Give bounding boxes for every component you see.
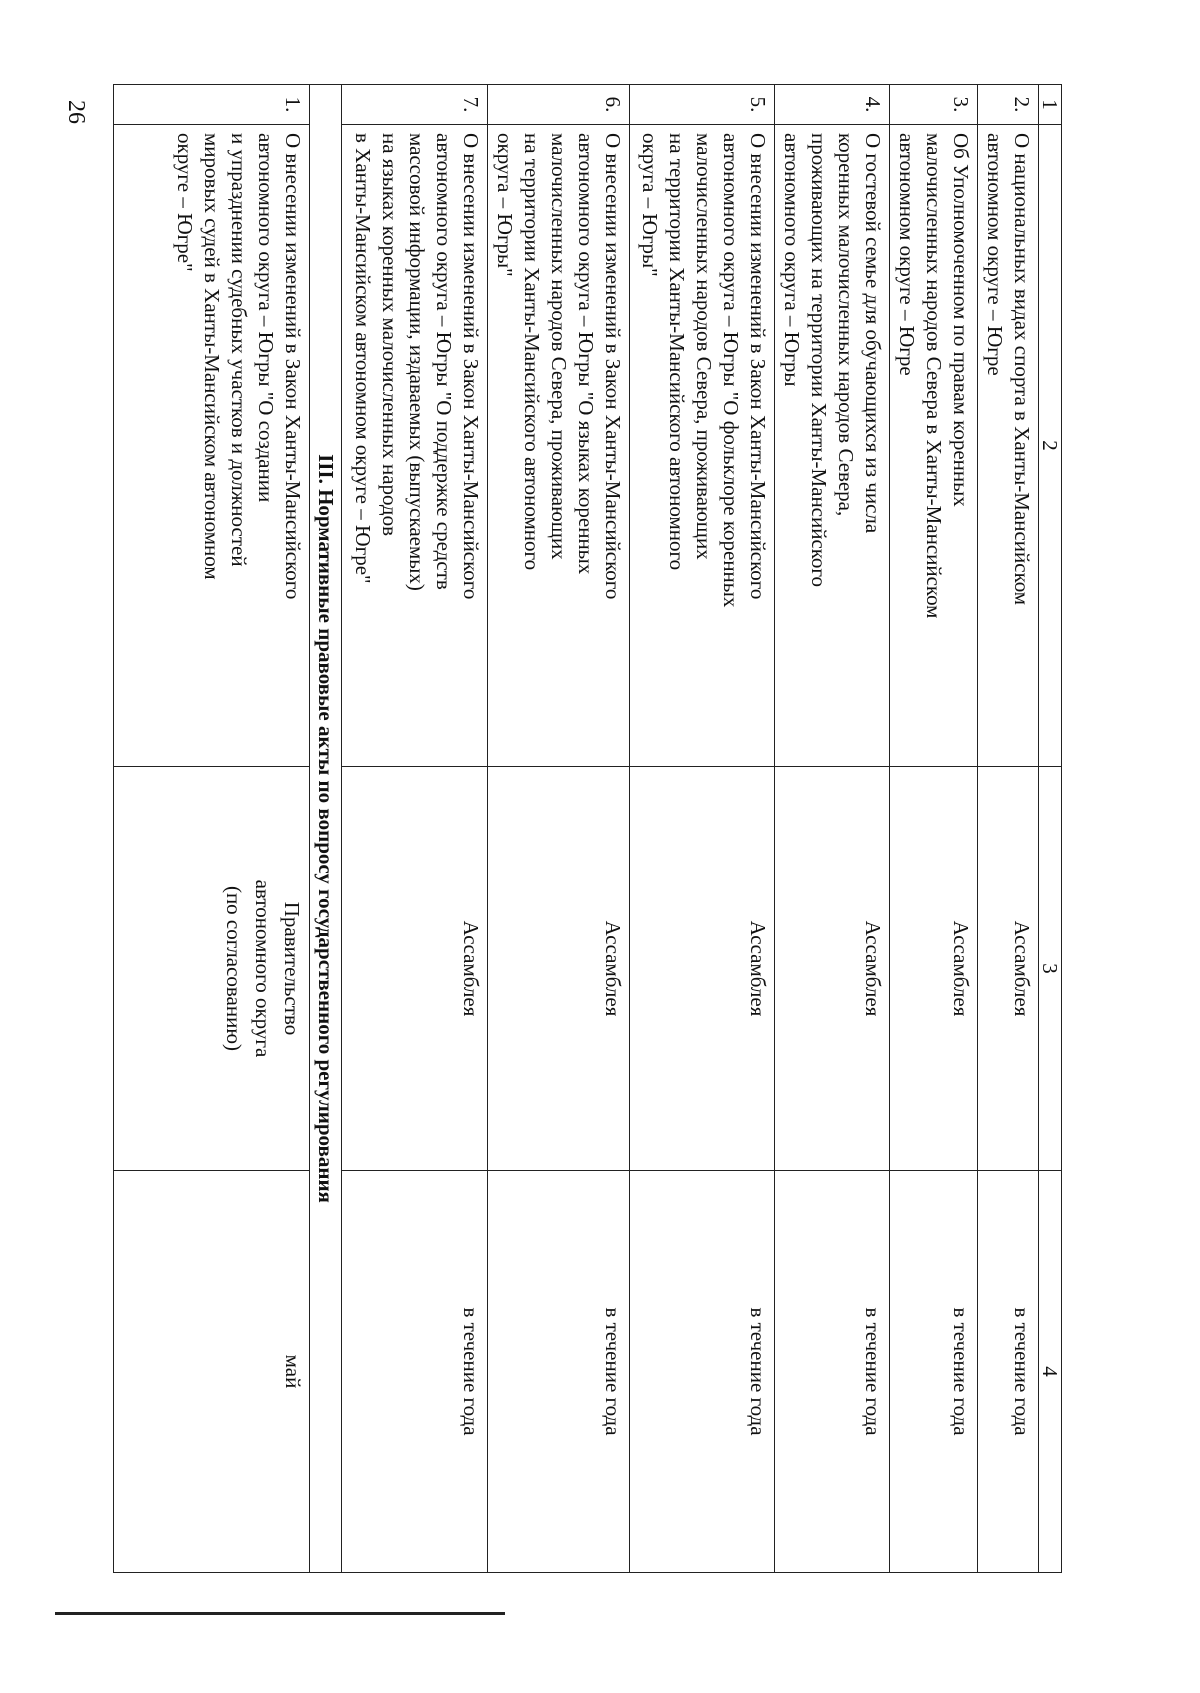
row-title-line: округа – Югры": [493, 133, 517, 277]
row-executor: Ассамблея: [775, 767, 890, 1171]
row-number: 3.: [890, 85, 978, 125]
row-title-line: и упразднении судебных участков и должностей: [227, 133, 251, 567]
header-col-2: 2: [1039, 125, 1062, 767]
row-title-line: проживающих на территории Ханты-Мансийского: [807, 133, 831, 588]
row-title-line: автономного округа – Югры "О поддержке средств: [432, 133, 456, 590]
section-heading-row: [310, 85, 342, 1573]
table-row: [775, 85, 890, 1573]
row-deadline: в течение года: [775, 1171, 890, 1573]
row-title: [775, 125, 890, 767]
row-executor: Ассамблея: [890, 767, 978, 1171]
row-deadline: май: [114, 1171, 310, 1573]
row-executor-line: автономного округа: [251, 879, 275, 1058]
row-number: 6.: [488, 85, 630, 125]
row-title-line: автономном округе – Югре: [983, 133, 1007, 376]
page-number: 26: [63, 100, 89, 124]
row-number: 1.: [114, 85, 310, 125]
row-title-line: массовой информации, издаваемых (выпускаемых): [405, 133, 429, 591]
row-title: [342, 125, 488, 767]
row-title-line: О гостевой семье для обучающихся из числа: [861, 133, 885, 534]
row-title: [488, 125, 630, 767]
section-heading: III. Нормативные правовые акты по вопросу государственного регулирования: [310, 85, 342, 1573]
header-col-1: 1: [1039, 85, 1062, 125]
row-title-line: округа – Югры": [638, 133, 662, 277]
row-title-line: на языках коренных малочисленных народов: [378, 133, 402, 537]
row-title: [978, 125, 1039, 767]
row-deadline: в течение года: [978, 1171, 1039, 1573]
row-title-line: автономного округа – Югры "О создании: [254, 133, 278, 503]
header-col-4: 4: [1039, 1171, 1062, 1573]
row-title-line: Об Уполномоченном по правам коренных: [949, 133, 973, 507]
row-title-line: малочисленных народов Севера, проживающих: [692, 133, 716, 560]
row-title-line: на территории Ханты-Мансийского автономного: [665, 133, 689, 571]
row-executor: Ассамблея: [978, 767, 1039, 1171]
row-title: [890, 125, 978, 767]
row-number: 4.: [775, 85, 890, 125]
row-title-line: коренных малочисленных народов Севера,: [834, 133, 858, 517]
plan-table: [113, 84, 1062, 1573]
row-title-line: малочисленных народов Севера, проживающих: [547, 133, 571, 560]
table-row: [488, 85, 630, 1573]
table-row: [890, 85, 978, 1573]
row-executor: Ассамблея: [630, 767, 775, 1171]
row-executor: [114, 767, 310, 1171]
row-deadline: в течение года: [630, 1171, 775, 1573]
row-title-line: О внесении изменений в Закон Ханты-Мансийского: [281, 133, 305, 600]
row-deadline: в течение года: [890, 1171, 978, 1573]
row-executor: Ассамблея: [342, 767, 488, 1171]
row-executor: Ассамблея: [488, 767, 630, 1171]
row-number: 2.: [978, 85, 1039, 125]
row-title-line: на территории Ханты-Мансийского автономного: [520, 133, 544, 571]
row-executor-line: (по согласованию): [222, 885, 246, 1052]
row-title-line: малочисленных народов Севера в Ханты-Мансийском: [922, 133, 946, 619]
row-title-line: О внесении изменений в Закон Ханты-Мансийского: [601, 133, 625, 600]
row-title-line: автономном округе – Югре: [895, 133, 919, 376]
table-header-row: [1039, 85, 1062, 1573]
row-title-line: автономного округа – Югры "О языках коренных: [574, 133, 598, 575]
row-executor-line: Правительство: [280, 901, 304, 1036]
row-deadline: в течение года: [488, 1171, 630, 1573]
row-title: [630, 125, 775, 767]
row-title-line: О внесении изменений в Закон Ханты-Мансийского: [746, 133, 770, 600]
row-title-line: округе – Югре": [173, 133, 197, 272]
footnote-divider: [55, 1612, 505, 1615]
row-title: [114, 125, 310, 767]
table-row: [114, 85, 310, 1573]
row-number: 7.: [342, 85, 488, 125]
table-row: [342, 85, 488, 1573]
row-deadline: в течение года: [342, 1171, 488, 1573]
row-title-line: автономного округа – Югры "О фольклоре коренных: [719, 133, 743, 608]
row-title-line: мировых судей в Ханты-Мансийском автономном: [200, 133, 224, 580]
row-title-line: в Ханты-Мансийском автономном округе – Югре": [351, 133, 375, 584]
header-col-3: 3: [1039, 767, 1062, 1171]
row-title-line: автономного округа – Югры: [780, 133, 804, 387]
row-title-line: О внесении изменений в Закон Ханты-Мансийского: [459, 133, 483, 600]
row-title-line: О национальных видах спорта в Ханты-Мансийском: [1010, 133, 1034, 606]
plan-table-rotated: [113, 84, 1062, 1572]
row-number: 5.: [630, 85, 775, 125]
table-row: [630, 85, 775, 1573]
table-row: [978, 85, 1039, 1573]
